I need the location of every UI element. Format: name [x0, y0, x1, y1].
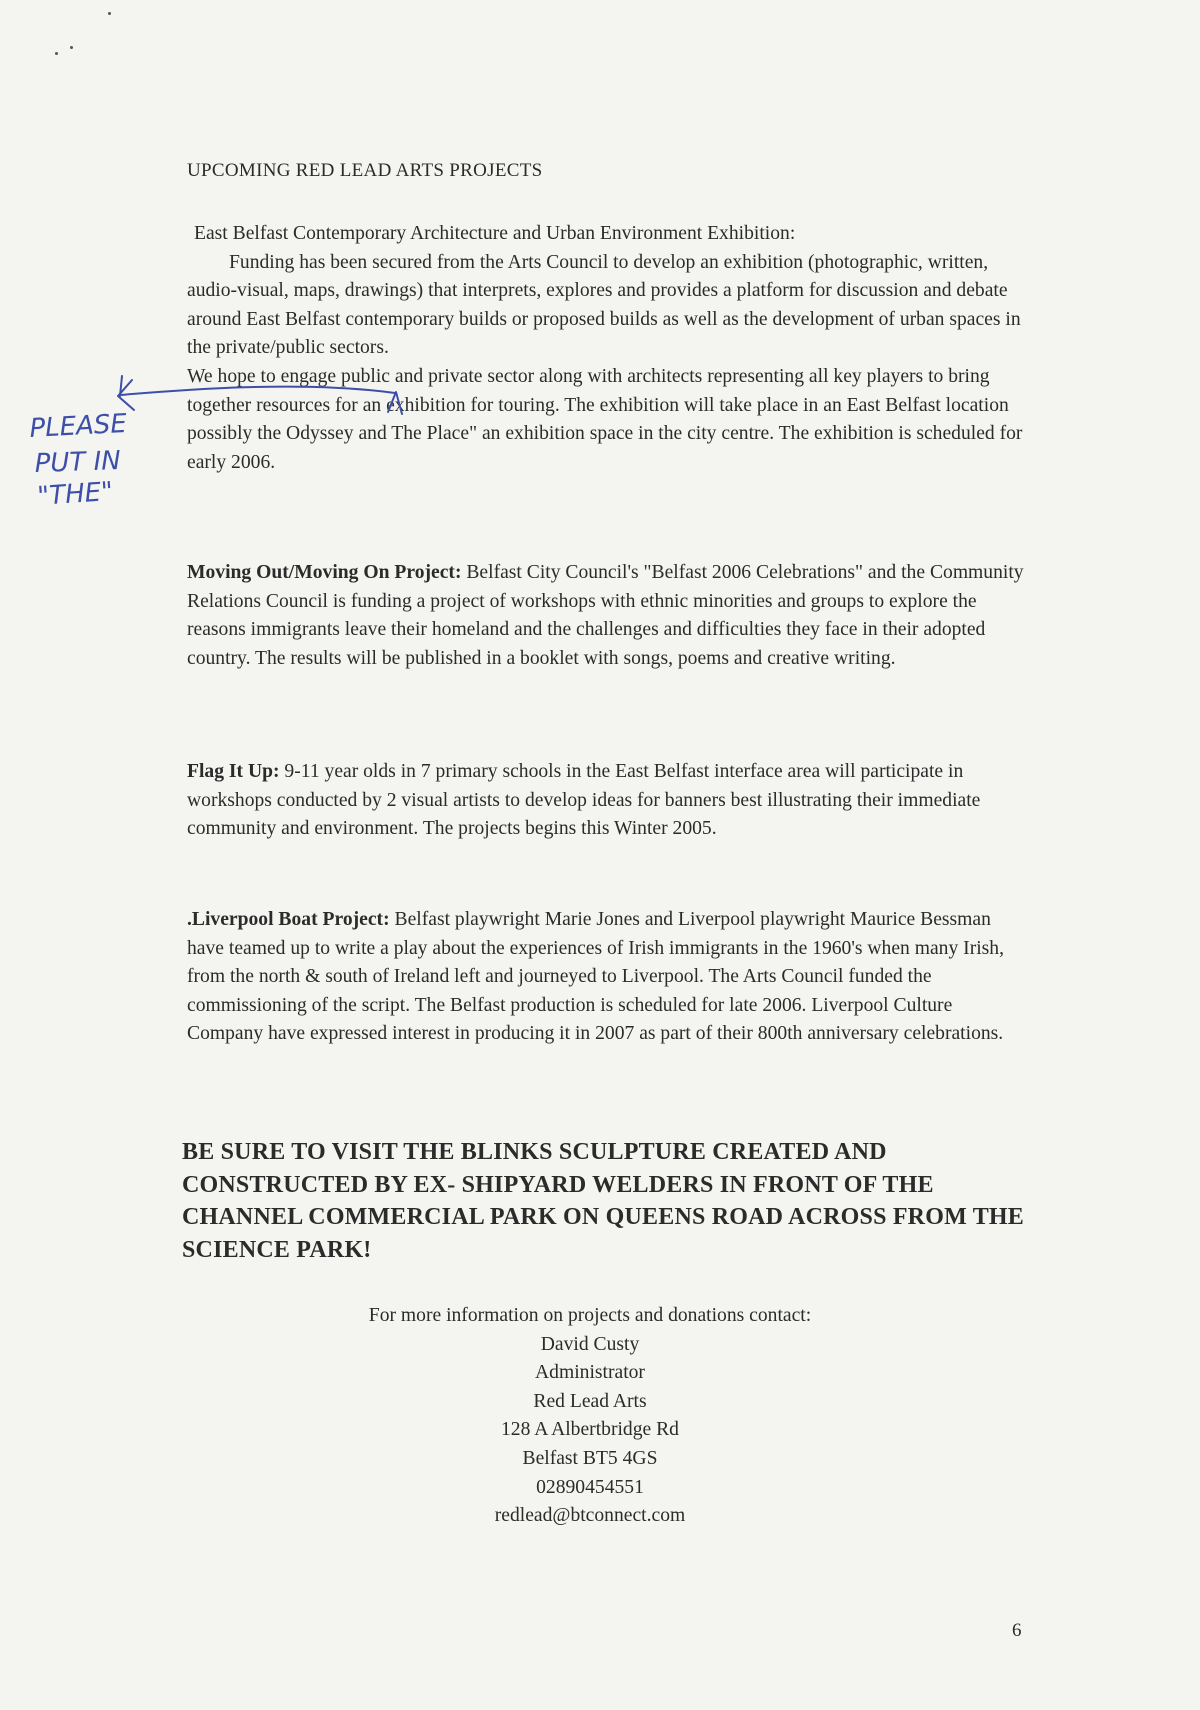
contact-org: Red Lead Arts [533, 1390, 647, 1412]
section-body: Belfast playwright Marie Jones and Liverpool playwright Maurice Bessman have teamed up to write a play about the experiences of Irish immigrants in the 1960's when many Irish, from the north & south of Ireland left and journeyed to Liverpool. The Arts Council funded the commissioning of the script. The Belfast production is scheduled for late 2006. Liverpool Culture Company have expressed interest in producing it in 2007 as part of their 800th anniversary celebrations. [187, 909, 1004, 1045]
contact-email: redlead@btconnect.com [494, 1505, 686, 1527]
section-title: East Belfast Contemporary Architecture and Urban Environment Exhibition: [194, 223, 796, 244]
section-lead: Flag It Up: [187, 761, 280, 782]
svg-text:PUT IN: PUT IN [34, 446, 122, 479]
svg-text:"THE": "THE" [36, 476, 115, 512]
section-lead: Moving Out/Moving On Project: [187, 562, 462, 583]
section-paragraph [187, 906, 1027, 1049]
section-moving-out-project [187, 559, 1027, 673]
contact-role: Administrator [535, 1362, 645, 1384]
svg-text:PLEASE: PLEASE [28, 408, 128, 444]
document-heading: UPCOMING RED LEAD ARTS PROJECTS [187, 160, 543, 181]
section-body: Belfast City Council's "Belfast 2006 Celebrations" and the Community Relations Council is funding a project of workshops with ethnic minorities and groups to explore the reasons immigrants leave their homeland and the challenges and difficulties they face in their adopted country. The results will be published in a booklet with songs, poems and creative writing. [187, 562, 1024, 669]
section-paragraph: Funding has been secured from the Arts Council to develop an exhibition (photographic, written, audio-visual, maps, drawings) that interprets, explores and provides a platform for discussion and debate around East Belfast contemporary builds or proposed builds as well as the development of urban spaces in the private/public sectors. [187, 251, 1021, 359]
contact-address-line2: Belfast BT5 4GS [522, 1447, 658, 1469]
section-lead: .Liverpool Boat Project: [187, 909, 390, 930]
handwritten-note [29, 409, 128, 512]
section-paragraph [187, 559, 1027, 673]
section-flag-it-up [187, 758, 1027, 844]
section-architecture-exhibition [187, 220, 1027, 477]
section-paragraph: We hope to engage public and private sector along with architects representing all key players to bring together resources for an exhibition for touring. The exhibition will take place in an East Belfast location possibly the Odyssey and The Place" an exhibition space in the city centre. The exhibition is scheduled for early 2006. [187, 365, 1023, 473]
sculpture-callout: BE SURE TO VISIT THE BLINKS SCULPTURE CREATED AND CONSTRUCTED BY EX- SHIPYARD WELDERS IN FRONT OF THE CHANNEL COMMERCIAL PARK ON QUEENS ROAD ACROSS FROM THE SCIENCE PARK! [182, 1139, 1024, 1263]
contact-name: David Custy [540, 1333, 640, 1355]
contact-address-line1: 128 A Albertbridge Rd [501, 1419, 679, 1441]
contact-phone: 02890454551 [536, 1476, 644, 1498]
section-body: 9-11 year olds in 7 primary schools in the East Belfast interface area will participate in workshops conducted by 2 visual artists to develop ideas for banners best illustrating their immediate community and environment. The projects begins this Winter 2005. [187, 761, 981, 840]
contact-intro: For more information on projects and donations contact: [368, 1305, 812, 1326]
page-number: 6 [1012, 1620, 1022, 1641]
section-liverpool-boat-project [187, 906, 1027, 1049]
section-paragraph [187, 758, 1027, 844]
contact-block [240, 1302, 940, 1531]
